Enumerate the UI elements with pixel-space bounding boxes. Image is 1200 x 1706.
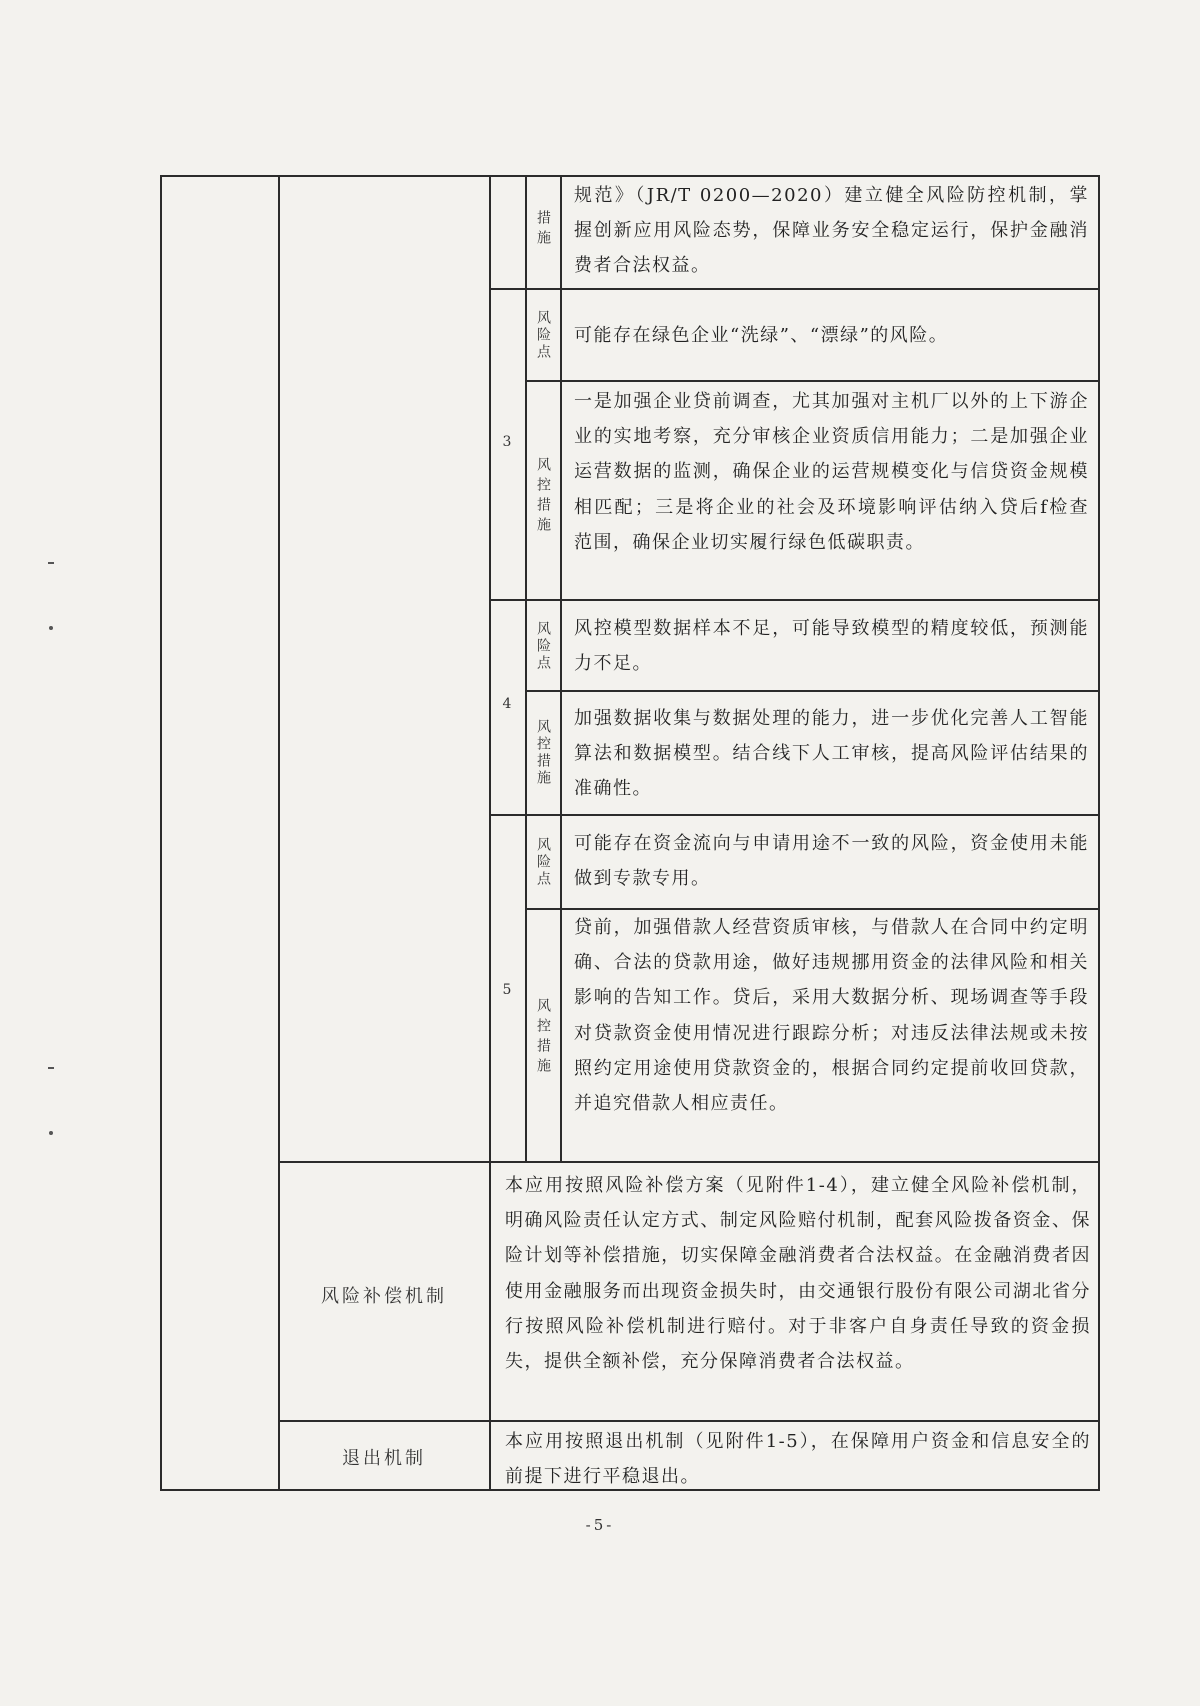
- scan-mark: [49, 1131, 53, 1135]
- exit-label: 退出机制: [342, 1448, 426, 1469]
- table-right-border: [1098, 175, 1100, 1489]
- row5-control-label: 风控措施: [535, 998, 551, 1078]
- row5-control-text: 贷前，加强借款人经营资质审核，与借款人在合同中约定明确、合法的贷款用途，做好违规挪用资金的法律风险和相关影响的告知工作。贷后，采用大数据分析、现场调查等手段对贷款资金使用情况进行跟踪分析；对违反法律法规或未按照约定用途使用贷款资金的，根据合同约定提前收回贷款，并追究借款人相应责任。: [574, 917, 1089, 1115]
- row-number-4: 4: [502, 696, 512, 712]
- scan-mark: [48, 1067, 54, 1069]
- row4-control-label: 风控措施: [535, 719, 551, 787]
- row-divider-4: [525, 690, 1100, 692]
- row-divider-3: [489, 599, 1100, 601]
- compensation-text: 本应用按照风险补偿方案（见附件1-4），建立健全风险补偿机制，明确风险责任认定方式、制定风险赔付机制，配套风险拨备资金、保险计划等补偿措施，切实保障金融消费者合法权益。在金融消费者因使用金融服务而出现资金损失时，由交通银行股份有限公司湖北省分行按照风险补偿机制进行赔付。对于非客户自身责任导致的资金损失，提供全额补偿，充分保障消费者合法权益。: [505, 1175, 1091, 1373]
- table-divider-col4: [560, 175, 562, 1161]
- scan-mark: [48, 562, 54, 564]
- row-divider-8: [278, 1420, 1100, 1422]
- row3-risk-text: 可能存在绿色企业“洗绿”、“漂绿”的风险。: [574, 325, 949, 346]
- table-divider-col3: [525, 175, 527, 1161]
- row5-risk-label: 风险点: [535, 836, 551, 888]
- row-divider-7: [278, 1161, 1100, 1163]
- row3-control-label: 风控措施: [535, 457, 551, 537]
- scan-mark: [49, 626, 53, 630]
- row4-risk-label: 风险点: [535, 620, 551, 672]
- row-divider-1: [489, 288, 1100, 290]
- row3-control-text: 一是加强企业贷前调查，尤其加强对主机厂以外的上下游企业的实地考察，充分审核企业资质信用能力；二是加强企业运营数据的监测，确保企业的运营规模变化与信贷资金规模相匹配；三是将企业的社会及环境影响评估纳入贷后f检查范围，确保企业切实履行绿色低碳职责。: [574, 391, 1089, 553]
- row-label-measure: 措施: [535, 210, 551, 250]
- row-number-3: 3: [502, 434, 512, 450]
- row3-risk-label: 风险点: [535, 309, 551, 361]
- row4-risk-text: 风控模型数据样本不足，可能导致模型的精度较低，预测能力不足。: [574, 618, 1089, 675]
- page-number: -5-: [585, 1516, 615, 1534]
- table-left-border: [160, 175, 162, 1489]
- table-divider-col1: [278, 175, 280, 1489]
- row-number-5: 5: [502, 982, 512, 998]
- table-top-border: [160, 175, 1100, 177]
- compensation-label: 风险补偿机制: [321, 1286, 447, 1307]
- row-divider-2: [525, 380, 1100, 382]
- row5-risk-text: 可能存在资金流向与申请用途不一致的风险，资金使用未能做到专款专用。: [574, 833, 1089, 890]
- table-divider-col2: [489, 175, 491, 1489]
- exit-text: 本应用按照退出机制（见附件1-5），在保障用户资金和信息安全的前提下进行平稳退出。: [505, 1431, 1091, 1488]
- row-divider-5: [489, 814, 1100, 816]
- row4-control-text: 加强数据收集与数据处理的能力，进一步优化完善人工智能算法和数据模型。结合线下人工审核，提高风险评估结果的准确性。: [574, 708, 1089, 800]
- measure-text: 规范》（JR/T 0200—2020）建立健全风险防控机制，掌握创新应用风险态势，保障业务安全稳定运行，保护金融消费者合法权益。: [574, 185, 1089, 277]
